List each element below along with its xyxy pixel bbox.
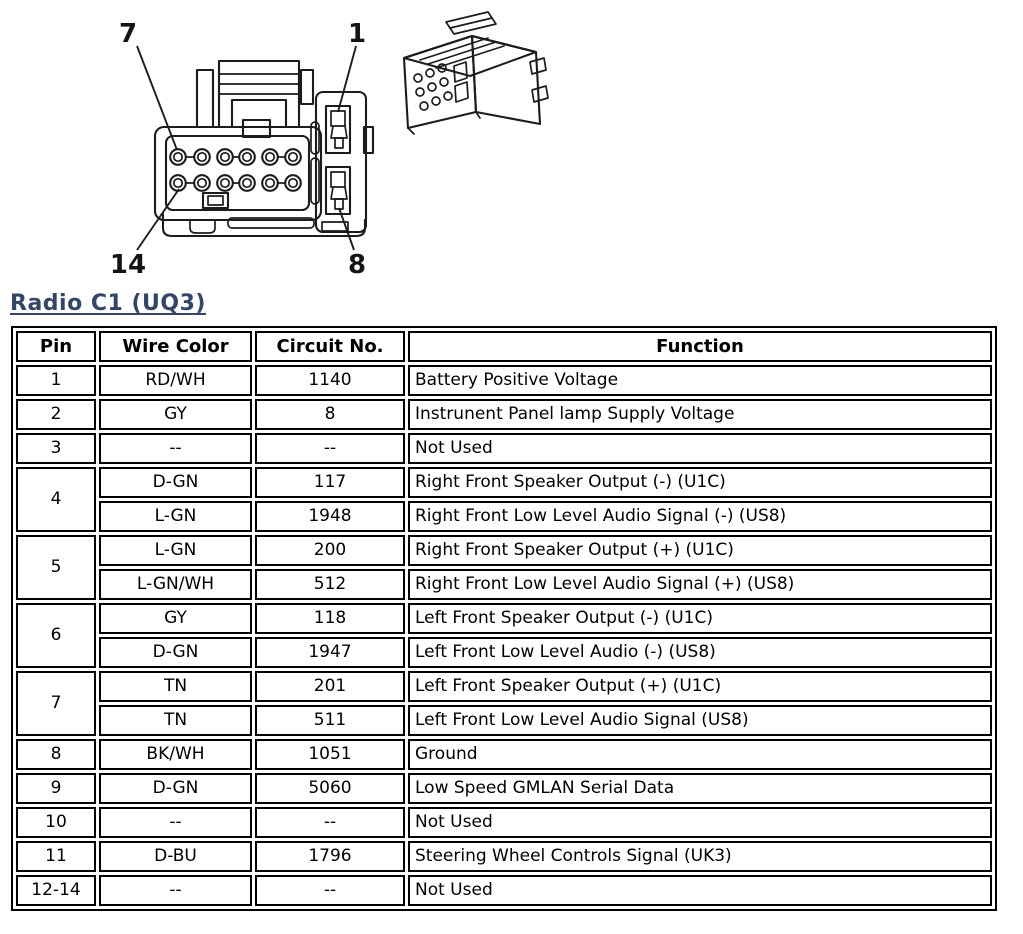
wire-color-cell: BK/WH — [99, 739, 252, 770]
circuit-no-cell: 512 — [255, 569, 405, 600]
table-row — [16, 841, 992, 872]
wire-color-cell: L-GN — [99, 535, 252, 566]
pin-cell: 6 — [16, 603, 96, 668]
col-header-circuit-no: Circuit No. — [255, 331, 405, 362]
function-cell: Right Front Low Level Audio Signal (+) (US8) — [408, 569, 992, 600]
connector-diagram — [0, 0, 1023, 290]
wire-color-cell: GY — [99, 603, 252, 634]
pin-cell: 7 — [16, 671, 96, 736]
wire-color-cell: -- — [99, 433, 252, 464]
col-header-pin: Pin — [16, 331, 96, 362]
circuit-no-cell: -- — [255, 807, 405, 838]
circuit-no-cell: -- — [255, 875, 405, 906]
circuit-no-cell: 118 — [255, 603, 405, 634]
table-row — [16, 671, 992, 702]
table-row — [16, 433, 992, 464]
pin-1-label: 1 — [347, 19, 367, 49]
wire-color-cell: -- — [99, 807, 252, 838]
table-row — [16, 535, 992, 566]
wire-color-cell: TN — [99, 671, 252, 702]
small-pin-cavities — [170, 149, 301, 191]
function-cell: Left Front Low Level Audio (-) (US8) — [408, 637, 992, 668]
pin-14-label: 14 — [109, 250, 147, 280]
circuit-no-cell: 1796 — [255, 841, 405, 872]
circuit-no-cell: 1948 — [255, 501, 405, 532]
circuit-no-cell: 1051 — [255, 739, 405, 770]
wire-color-cell: D-BU — [99, 841, 252, 872]
wire-color-cell: -- — [99, 875, 252, 906]
large-pin-cavities — [326, 106, 350, 214]
circuit-no-cell: 1947 — [255, 637, 405, 668]
table-row — [16, 569, 992, 600]
wire-color-cell: D-GN — [99, 637, 252, 668]
wire-color-cell: GY — [99, 399, 252, 430]
table-header-row — [16, 331, 992, 362]
section-title: Radio C1 (UQ3) — [10, 291, 206, 316]
function-cell: Right Front Speaker Output (-) (U1C) — [408, 467, 992, 498]
leader-line-pin7 — [137, 46, 177, 150]
pin-cell: 4 — [16, 467, 96, 532]
wire-color-cell: L-GN — [99, 501, 252, 532]
table-row — [16, 365, 992, 396]
table-row — [16, 399, 992, 430]
circuit-no-cell: 117 — [255, 467, 405, 498]
pin-cell: 12-14 — [16, 875, 96, 906]
leader-line-pin1 — [338, 46, 356, 112]
function-cell: Ground — [408, 739, 992, 770]
circuit-no-cell: 511 — [255, 705, 405, 736]
terminal-face — [166, 122, 319, 210]
table-row — [16, 467, 992, 498]
table-row — [16, 875, 992, 906]
connector-front-view — [110, 19, 373, 280]
pin-cell: 9 — [16, 773, 96, 804]
connector-isometric-view — [404, 12, 548, 134]
pinout-table — [11, 326, 997, 911]
function-cell: Right Front Low Level Audio Signal (-) (US8) — [408, 501, 992, 532]
function-cell: Right Front Speaker Output (+) (U1C) — [408, 535, 992, 566]
function-cell: Not Used — [408, 875, 992, 906]
circuit-no-cell: 1140 — [255, 365, 405, 396]
table-row — [16, 705, 992, 736]
circuit-no-cell: 5060 — [255, 773, 405, 804]
table-row — [16, 603, 992, 634]
col-header-wire-color: Wire Color — [99, 331, 252, 362]
table-row — [16, 773, 992, 804]
wire-color-cell: TN — [99, 705, 252, 736]
wire-color-cell: D-GN — [99, 773, 252, 804]
pin-cell: 11 — [16, 841, 96, 872]
table-row — [16, 501, 992, 532]
connector-latch — [197, 61, 313, 137]
pin-8-label: 8 — [347, 250, 367, 280]
circuit-no-cell: 201 — [255, 671, 405, 702]
function-cell: Steering Wheel Controls Signal (UK3) — [408, 841, 992, 872]
pin-cell: 8 — [16, 739, 96, 770]
circuit-no-cell: 8 — [255, 399, 405, 430]
pin-cell: 1 — [16, 365, 96, 396]
table-row — [16, 739, 992, 770]
function-cell: Battery Positive Voltage — [408, 365, 992, 396]
circuit-no-cell: -- — [255, 433, 405, 464]
circuit-no-cell: 200 — [255, 535, 405, 566]
function-cell: Instrunent Panel lamp Supply Voltage — [408, 399, 992, 430]
pin-cell: 5 — [16, 535, 96, 600]
function-cell: Left Front Low Level Audio Signal (US8) — [408, 705, 992, 736]
function-cell: Left Front Speaker Output (+) (U1C) — [408, 671, 992, 702]
function-cell: Low Speed GMLAN Serial Data — [408, 773, 992, 804]
pin-cell: 10 — [16, 807, 96, 838]
wire-color-cell: L-GN/WH — [99, 569, 252, 600]
function-cell: Not Used — [408, 433, 992, 464]
table-row — [16, 807, 992, 838]
col-header-function: Function — [408, 331, 992, 362]
pin-7-label: 7 — [118, 19, 138, 49]
table-row — [16, 637, 992, 668]
wire-color-cell: D-GN — [99, 467, 252, 498]
wire-color-cell: RD/WH — [99, 365, 252, 396]
pin-cell: 2 — [16, 399, 96, 430]
function-cell: Not Used — [408, 807, 992, 838]
pin-cell: 3 — [16, 433, 96, 464]
function-cell: Left Front Speaker Output (-) (U1C) — [408, 603, 992, 634]
